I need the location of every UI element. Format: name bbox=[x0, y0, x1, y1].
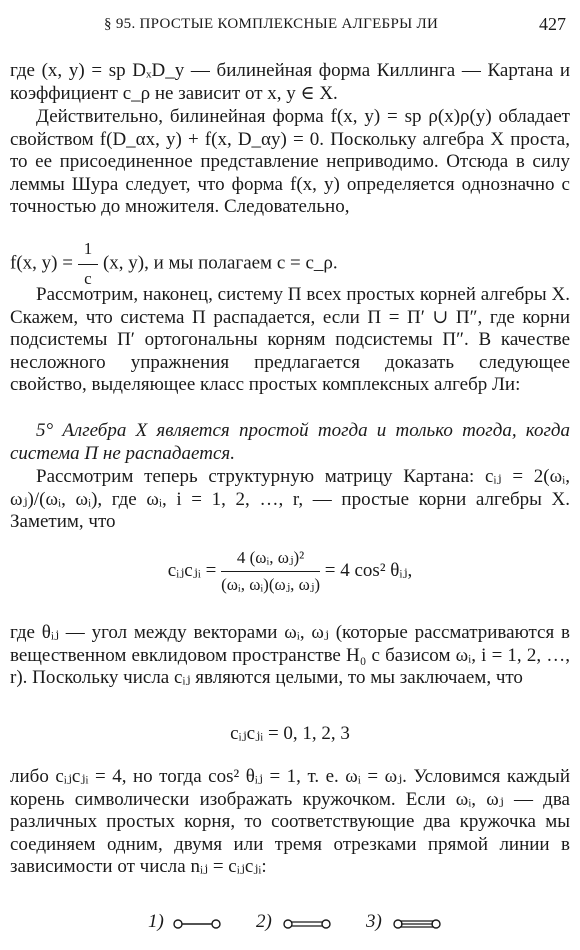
paragraph-6: где θᵢⱼ — угол между векторами ωᵢ, ωⱼ (которые рассматриваются в вещественном евклидовом пространстве H₀ с базисом ωᵢ, i = 1, 2, …, r). Поскольку числа cᵢⱼ являются целыми, то мы заключаем, что bbox=[10, 622, 570, 689]
inline-formula-lhs: f(x, y) = bbox=[10, 252, 73, 274]
paragraph-2: Действительно, билинейная форма f(x, y) = sp ρ(x)ρ(y) обладает свойством f(D_αx, y) + f(x, D_αy) = 0. Поскольку алгебра X проста, то ее присоединенное представление неприводимо. Отсюда в силу леммы Шура следует, что форма f(x, y) определяется однозначно с точностью до множителя. Следовательно, bbox=[10, 106, 570, 218]
link-label-1: 1) bbox=[148, 911, 164, 932]
formula1-numerator: 4 (ωᵢ, ωⱼ)² bbox=[221, 548, 320, 572]
dynkin-link-types bbox=[0, 903, 580, 943]
paragraph-4-statement: 5° Алгебра X является простой тогда и только тогда, когда система Π не распадается. bbox=[10, 420, 570, 464]
link-label-3: 3) bbox=[366, 911, 382, 932]
formula1-fraction bbox=[221, 548, 320, 595]
inline-fraction bbox=[78, 238, 99, 290]
paragraph-5: Рассмотрим теперь структурную матрицу Картана: cᵢⱼ = 2(ωᵢ, ωⱼ)/(ωᵢ, ωᵢ), где ωᵢ, i = 1, 2, …, r, — простые корни алгебры X. Заметим, что bbox=[10, 466, 570, 533]
single-link-icon bbox=[172, 917, 222, 931]
formula1-denominator: (ωᵢ, ωᵢ)(ωⱼ, ωⱼ) bbox=[221, 575, 321, 594]
running-header bbox=[0, 12, 580, 36]
double-link-icon bbox=[282, 917, 332, 931]
inline-formula bbox=[10, 238, 570, 290]
paragraph-1: где (x, y) = sp DₓD_y — билинейная форма Киллинга — Картана и коэффициент c_ρ не зависит от x, y ∈ X. bbox=[10, 60, 570, 104]
inline-fraction-den: c bbox=[84, 268, 92, 288]
display-formula-2: cᵢⱼcⱼᵢ = 0, 1, 2, 3 bbox=[230, 723, 350, 744]
formula1-rhs: = 4 cos² θᵢⱼ, bbox=[324, 559, 413, 581]
paragraph-7: либо cᵢⱼcⱼᵢ = 4, но тогда cos² θᵢⱼ = 1, т. е. ωᵢ = ωⱼ. Условимся каждый корень символически изображать кружочком. Если ωᵢ, ωⱼ — два различных простых корня, то соответствующие два кружочка мы соединяем одним, двумя или тремя отрезками прямой линии в зависимости от числа nᵢⱼ = cᵢⱼcⱼᵢ: bbox=[10, 766, 570, 878]
triple-link-icon bbox=[392, 917, 442, 931]
paragraph-3: Рассмотрим, наконец, систему Π всех простых корней алгебры X. Скажем, что система Π распадается, если Π = Π′ ∪ Π″, где корни подсистемы Π′ ортогональны корням подсистемы Π″. В качестве несложного упражнения предлагается доказать следующее свойство, выделяющее класс простых комплексных алгебр Ли: bbox=[10, 284, 570, 396]
formula1-lhs: cᵢⱼcⱼᵢ = bbox=[167, 559, 217, 581]
section-title: § 95. ПРОСТЫЕ КОМПЛЕКСНЫЕ АЛГЕБРЫ ЛИ bbox=[104, 16, 439, 32]
inline-fraction-num: 1 bbox=[78, 238, 99, 265]
inline-formula-rhs: (x, y), и мы полагаем c = c_ρ. bbox=[102, 252, 338, 274]
page-number: 427 bbox=[539, 14, 566, 34]
display-formula-1 bbox=[0, 548, 580, 595]
link-label-2: 2) bbox=[256, 911, 272, 932]
